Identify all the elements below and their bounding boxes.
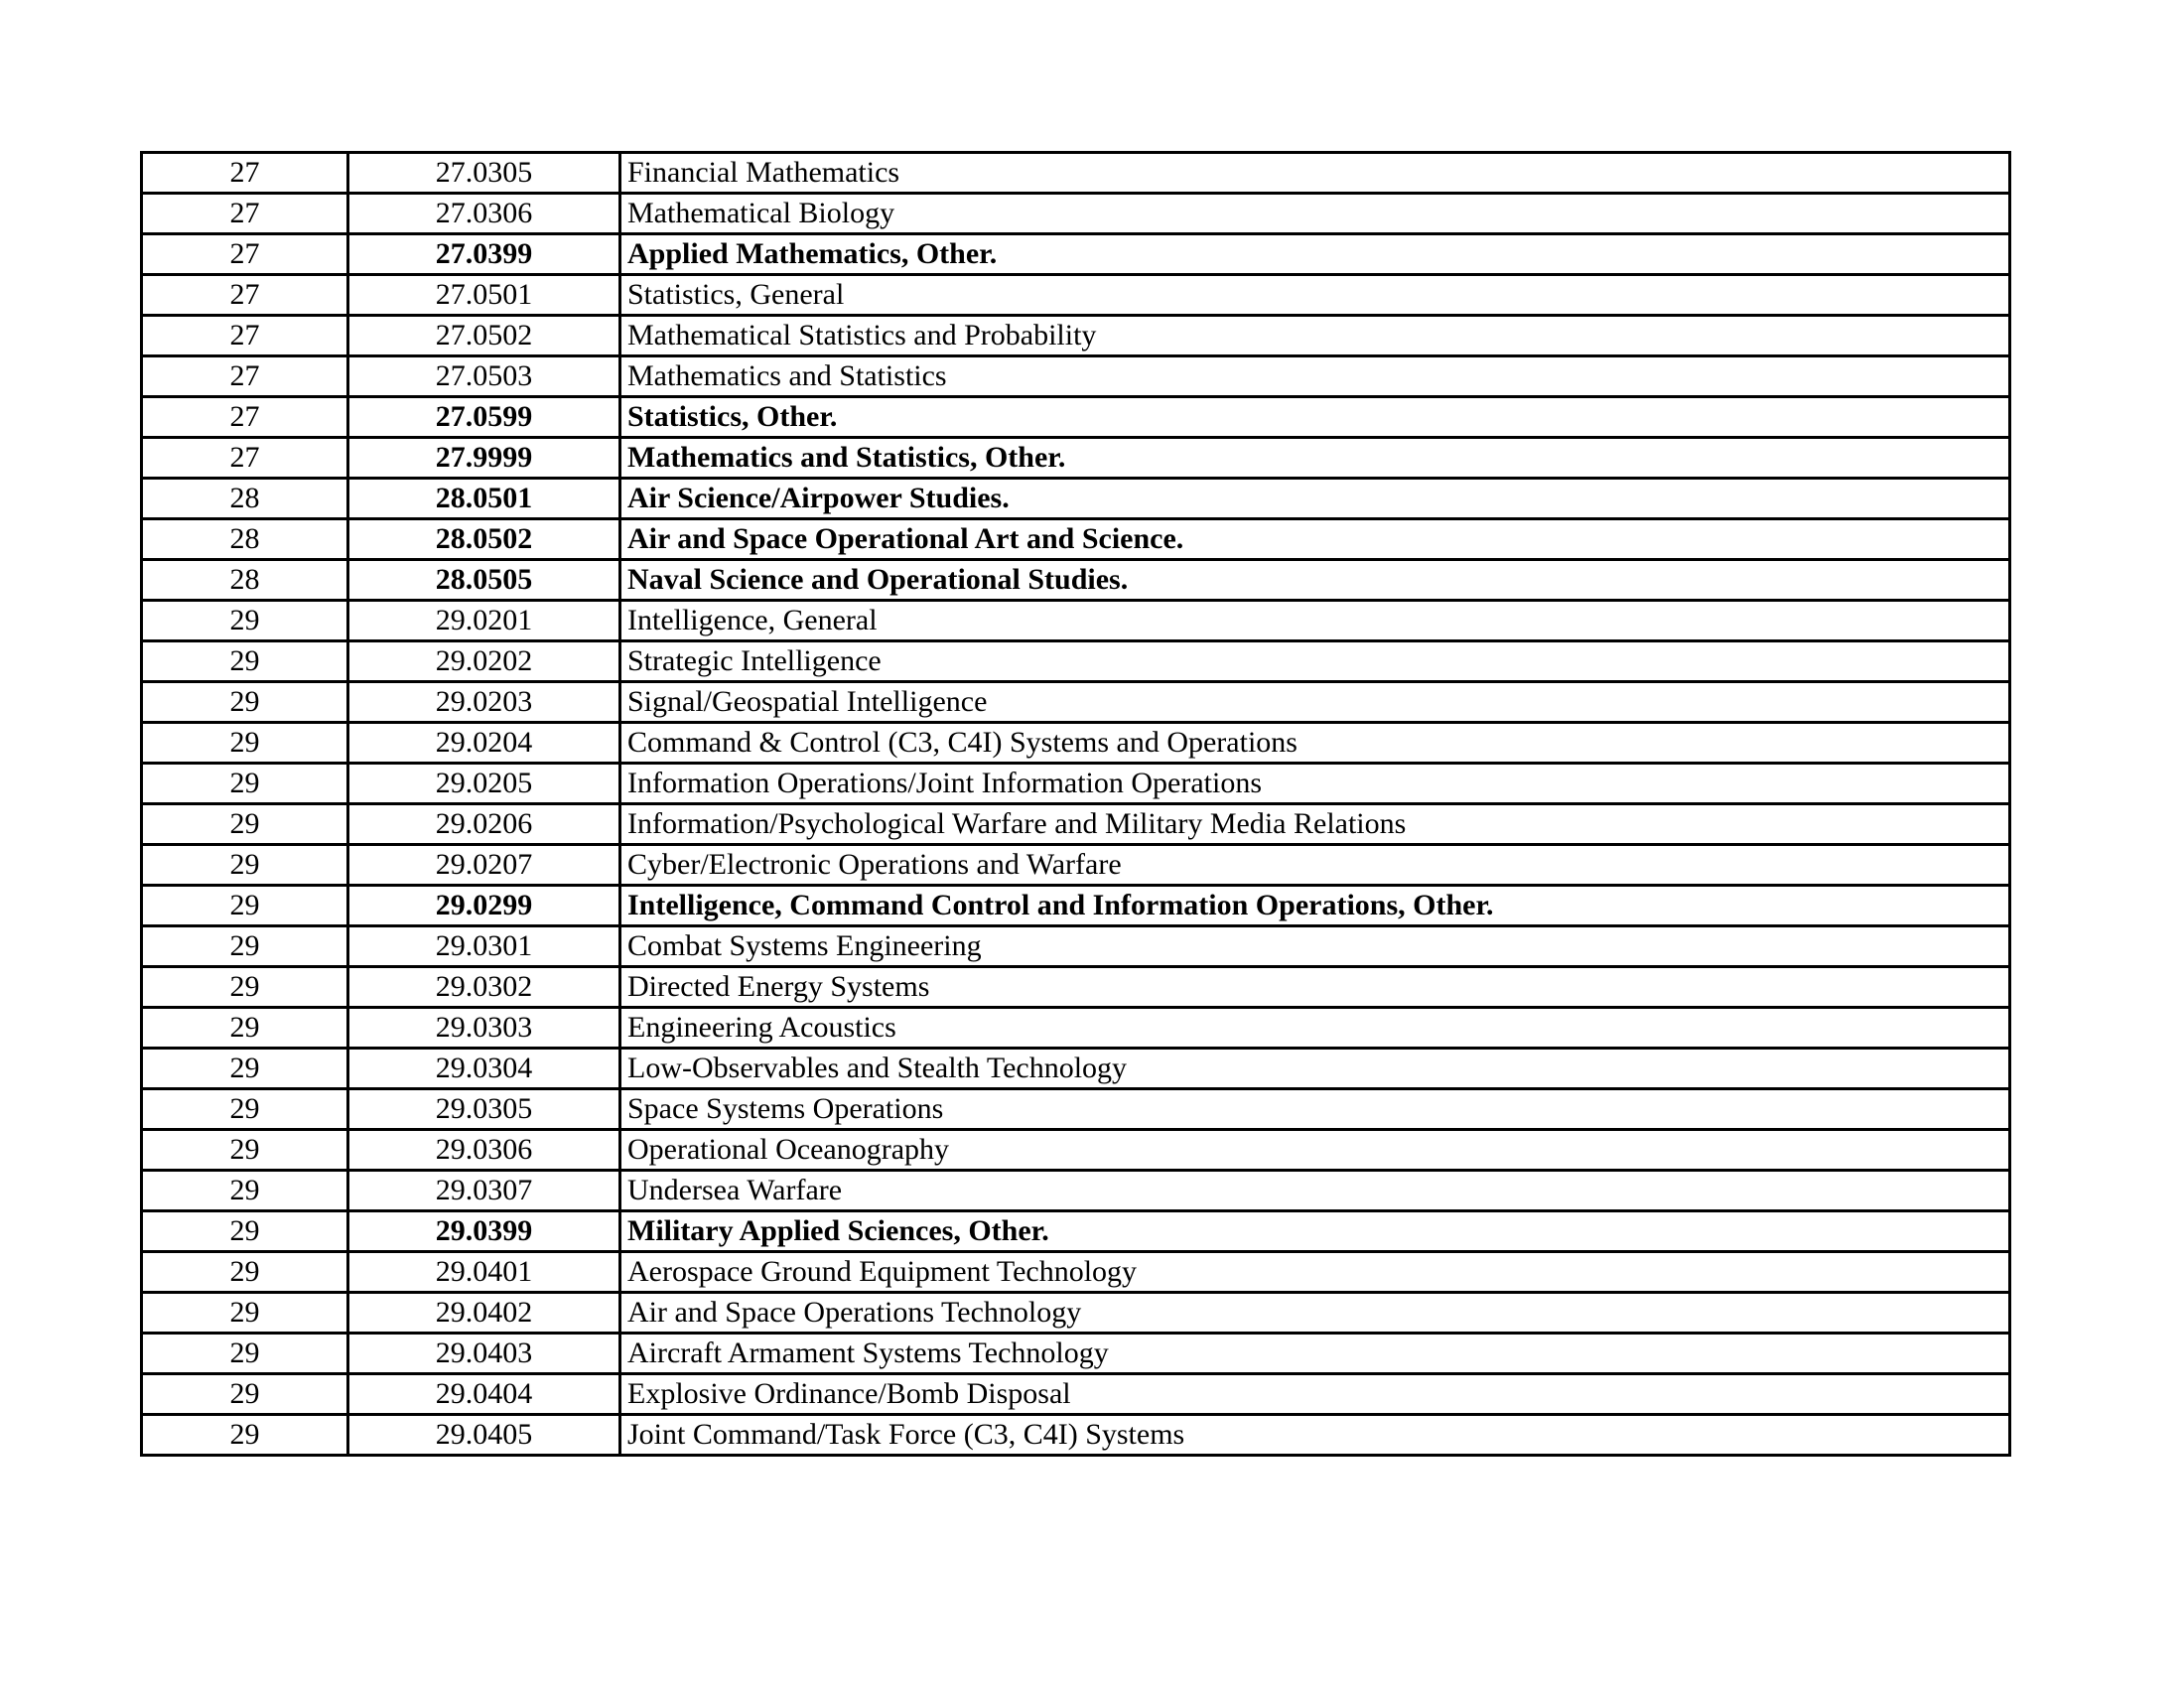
cip-title-cell: Undersea Warfare [620, 1171, 2010, 1211]
cip-title-cell: Operational Oceanography [620, 1130, 2010, 1171]
cip-family-cell: 27 [142, 194, 348, 234]
cip-family-cell: 29 [142, 1130, 348, 1171]
cip-title-cell: Intelligence, General [620, 601, 2010, 641]
table-row [142, 886, 2010, 926]
cip-code-cell: 29.0305 [348, 1089, 620, 1130]
cip-code-cell: 29.0202 [348, 641, 620, 682]
cip-title-cell: Mathematical Biology [620, 194, 2010, 234]
table-row [142, 926, 2010, 967]
cip-title-cell: Mathematics and Statistics [620, 356, 2010, 397]
table-row [142, 479, 2010, 519]
cip-code-cell: 29.0203 [348, 682, 620, 723]
cip-table-body [142, 153, 2010, 1456]
table-row [142, 1211, 2010, 1252]
cip-title-cell: Statistics, General [620, 275, 2010, 316]
cip-title-cell: Combat Systems Engineering [620, 926, 2010, 967]
cip-family-cell: 29 [142, 1049, 348, 1089]
table-row [142, 1171, 2010, 1211]
cip-family-cell: 27 [142, 356, 348, 397]
table-row [142, 397, 2010, 438]
table-row [142, 967, 2010, 1008]
table-row [142, 560, 2010, 601]
cip-family-cell: 27 [142, 397, 348, 438]
cip-code-cell: 29.0204 [348, 723, 620, 764]
table-row [142, 682, 2010, 723]
table-row [142, 438, 2010, 479]
cip-code-cell: 29.0399 [348, 1211, 620, 1252]
cip-code-cell: 29.0307 [348, 1171, 620, 1211]
table-row [142, 1334, 2010, 1374]
cip-code-cell: 28.0502 [348, 519, 620, 560]
cip-family-cell: 28 [142, 519, 348, 560]
cip-title-cell: Statistics, Other. [620, 397, 2010, 438]
cip-code-cell: 27.0599 [348, 397, 620, 438]
table-row [142, 1130, 2010, 1171]
cip-title-cell: Command & Control (C3, C4I) Systems and Operations [620, 723, 2010, 764]
cip-title-cell: Strategic Intelligence [620, 641, 2010, 682]
table-row [142, 845, 2010, 886]
cip-family-cell: 29 [142, 886, 348, 926]
cip-title-cell: Aircraft Armament Systems Technology [620, 1334, 2010, 1374]
cip-code-cell: 29.0206 [348, 804, 620, 845]
cip-code-cell: 29.0306 [348, 1130, 620, 1171]
cip-title-cell: Aerospace Ground Equipment Technology [620, 1252, 2010, 1293]
cip-title-cell: Air and Space Operations Technology [620, 1293, 2010, 1334]
table-row [142, 804, 2010, 845]
cip-code-cell: 27.0502 [348, 316, 620, 356]
table-row [142, 641, 2010, 682]
cip-code-cell: 27.0501 [348, 275, 620, 316]
table-row [142, 1293, 2010, 1334]
table-row [142, 1049, 2010, 1089]
cip-code-cell: 27.0503 [348, 356, 620, 397]
cip-family-cell: 29 [142, 845, 348, 886]
cip-family-cell: 29 [142, 1211, 348, 1252]
table-row [142, 601, 2010, 641]
cip-code-table [140, 151, 2011, 1457]
cip-title-cell: Mathematics and Statistics, Other. [620, 438, 2010, 479]
table-row [142, 1374, 2010, 1415]
cip-code-cell: 29.0201 [348, 601, 620, 641]
cip-family-cell: 28 [142, 479, 348, 519]
cip-title-cell: Intelligence, Command Control and Information Operations, Other. [620, 886, 2010, 926]
cip-family-cell: 29 [142, 1252, 348, 1293]
cip-family-cell: 29 [142, 682, 348, 723]
cip-title-cell: Information/Psychological Warfare and Military Media Relations [620, 804, 2010, 845]
cip-title-cell: Applied Mathematics, Other. [620, 234, 2010, 275]
cip-code-cell: 28.0505 [348, 560, 620, 601]
cip-family-cell: 29 [142, 1334, 348, 1374]
cip-code-cell: 29.0405 [348, 1415, 620, 1456]
table-row [142, 234, 2010, 275]
cip-title-cell: Cyber/Electronic Operations and Warfare [620, 845, 2010, 886]
cip-code-cell: 29.0304 [348, 1049, 620, 1089]
cip-title-cell: Information Operations/Joint Information Operations [620, 764, 2010, 804]
table-row [142, 1089, 2010, 1130]
cip-family-cell: 28 [142, 560, 348, 601]
table-row [142, 1008, 2010, 1049]
table-row [142, 519, 2010, 560]
table-row [142, 1252, 2010, 1293]
table-row [142, 764, 2010, 804]
cip-code-cell: 27.0305 [348, 153, 620, 194]
cip-title-cell: Mathematical Statistics and Probability [620, 316, 2010, 356]
cip-title-cell: Air and Space Operational Art and Science. [620, 519, 2010, 560]
cip-family-cell: 29 [142, 926, 348, 967]
cip-title-cell: Military Applied Sciences, Other. [620, 1211, 2010, 1252]
cip-code-cell: 29.0404 [348, 1374, 620, 1415]
cip-code-cell: 27.0306 [348, 194, 620, 234]
table-row [142, 356, 2010, 397]
cip-code-cell: 29.0403 [348, 1334, 620, 1374]
cip-title-cell: Air Science/Airpower Studies. [620, 479, 2010, 519]
cip-title-cell: Directed Energy Systems [620, 967, 2010, 1008]
cip-family-cell: 29 [142, 1415, 348, 1456]
cip-title-cell: Financial Mathematics [620, 153, 2010, 194]
cip-title-cell: Space Systems Operations [620, 1089, 2010, 1130]
table-row [142, 316, 2010, 356]
table-row [142, 1415, 2010, 1456]
cip-code-cell: 29.0205 [348, 764, 620, 804]
cip-family-cell: 27 [142, 316, 348, 356]
cip-family-cell: 27 [142, 234, 348, 275]
cip-family-cell: 29 [142, 804, 348, 845]
cip-code-cell: 29.0402 [348, 1293, 620, 1334]
cip-title-cell: Joint Command/Task Force (C3, C4I) Systems [620, 1415, 2010, 1456]
cip-family-cell: 29 [142, 1293, 348, 1334]
cip-family-cell: 29 [142, 641, 348, 682]
cip-code-cell: 29.0303 [348, 1008, 620, 1049]
cip-family-cell: 29 [142, 1089, 348, 1130]
cip-family-cell: 29 [142, 1008, 348, 1049]
cip-title-cell: Signal/Geospatial Intelligence [620, 682, 2010, 723]
table-row [142, 153, 2010, 194]
cip-code-cell: 29.0299 [348, 886, 620, 926]
cip-code-cell: 27.9999 [348, 438, 620, 479]
cip-family-cell: 29 [142, 1171, 348, 1211]
table-row [142, 723, 2010, 764]
table-row [142, 194, 2010, 234]
cip-title-cell: Low-Observables and Stealth Technology [620, 1049, 2010, 1089]
table-row [142, 275, 2010, 316]
cip-family-cell: 29 [142, 1374, 348, 1415]
cip-title-cell: Naval Science and Operational Studies. [620, 560, 2010, 601]
cip-family-cell: 29 [142, 601, 348, 641]
cip-code-cell: 28.0501 [348, 479, 620, 519]
cip-code-cell: 29.0301 [348, 926, 620, 967]
cip-title-cell: Explosive Ordinance/Bomb Disposal [620, 1374, 2010, 1415]
cip-family-cell: 29 [142, 967, 348, 1008]
cip-code-cell: 29.0207 [348, 845, 620, 886]
cip-family-cell: 27 [142, 438, 348, 479]
cip-family-cell: 27 [142, 275, 348, 316]
cip-code-cell: 27.0399 [348, 234, 620, 275]
cip-title-cell: Engineering Acoustics [620, 1008, 2010, 1049]
cip-family-cell: 29 [142, 764, 348, 804]
cip-code-cell: 29.0401 [348, 1252, 620, 1293]
cip-code-cell: 29.0302 [348, 967, 620, 1008]
cip-family-cell: 27 [142, 153, 348, 194]
cip-family-cell: 29 [142, 723, 348, 764]
